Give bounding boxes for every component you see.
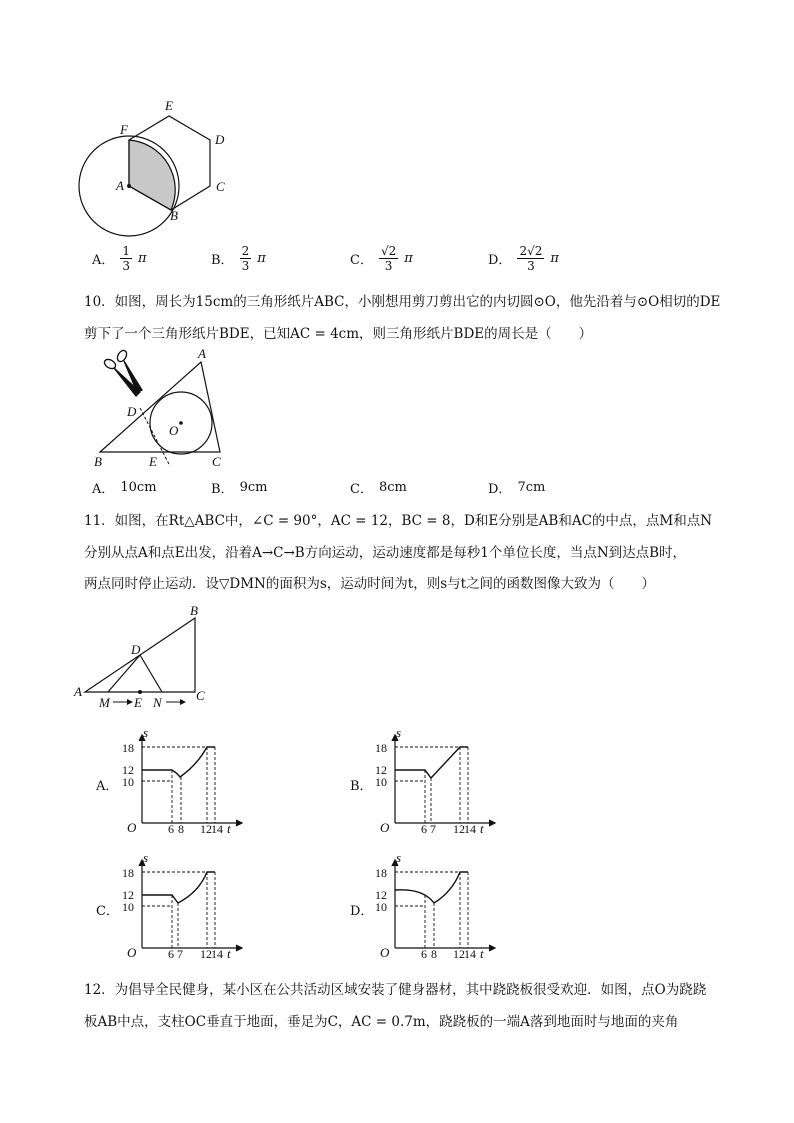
fraction: $\frac{2}{3}$ [241,244,250,273]
label-a: A [198,346,206,361]
label-m: M [99,695,110,710]
svg-text:6: 6 [421,947,427,961]
label-b: B [94,454,102,469]
pi-symbol: π [404,251,413,266]
label-e: E [165,98,173,113]
svg-text:s: s [143,850,149,865]
svg-text:6: 6 [168,947,174,961]
svg-text:14: 14 [464,822,476,836]
fraction: $\frac{√2}{3}$ [380,244,397,273]
svg-text:18: 18 [122,741,134,755]
q11-graph-a [115,725,245,835]
center-o-dot [179,421,183,425]
svg-text:6: 6 [168,822,174,836]
fraction: $\frac{1}{3}$ [122,244,131,273]
q10-option-b[interactable]: B． 9cm [211,480,268,497]
q11-graph-c [115,850,245,960]
arrow-m-head [127,699,133,705]
svg-text:O: O [127,820,137,835]
label-n: N [153,695,162,710]
label-e: E [134,695,142,710]
pi-symbol: π [257,251,266,266]
q10-option-c[interactable]: C． 8cm [350,480,407,497]
svg-text:12: 12 [122,763,134,777]
svg-text:s: s [396,725,402,740]
label-f: F [120,122,128,137]
svg-text:t: t [227,821,231,836]
pi-symbol: π [550,251,559,266]
label-e: E [149,454,157,469]
option-text: 9cm [239,480,268,495]
label-d: D [127,404,137,419]
q11-option-a[interactable]: A． [96,779,119,794]
q11-text-line1: 11．如图，在Rt△ABC中，∠C = 90°，AC = 12，BC = 8，D和E分别是AB和AC的中点，点M和点N [84,513,713,529]
svg-text:t: t [480,946,484,961]
q11-option-d[interactable]: D． [350,904,374,919]
q11-option-b[interactable]: B． [350,779,373,794]
q10-option-d[interactable]: D． 7cm [488,480,546,497]
label-a: A [74,684,82,699]
triangle-abc [100,362,220,452]
q11-figure [70,600,220,710]
svg-text:18: 18 [375,866,387,880]
q11-option-c[interactable]: C． [96,904,119,919]
option-letter: A． [92,253,115,268]
q12-text-line1: 12．为倡导全民健身，某小区在公共活动区域安装了健身器材，其中跷跷板很受欢迎．如图，点O为跷跷 [84,982,707,998]
svg-text:12: 12 [375,888,387,902]
q9-figure [70,95,250,235]
q10-text-line2: 剪下了一个三角形纸片BDE，已知AC = 4cm，则三角形纸片BDE的周长是（ ） [84,326,593,342]
q11-graph-d [368,850,498,960]
option-text: 7cm [517,480,546,495]
option-letter: C． [350,253,373,268]
svg-text:10: 10 [375,900,387,914]
svg-text:12: 12 [375,763,387,777]
q9-option-b[interactable] [211,244,266,273]
q10-figure [95,345,235,470]
option-text: 10cm [120,480,157,495]
label-o: O [169,423,179,438]
svg-text:7: 7 [430,822,436,836]
svg-text:14: 14 [211,947,223,961]
svg-text:s: s [143,725,149,740]
svg-text:t: t [227,946,231,961]
fraction: $\frac{2√2}{3}$ [519,244,543,273]
label-c: C [196,688,205,703]
arrow-n-head [180,699,186,705]
segment-dn [140,655,162,692]
label-a: A [116,178,124,193]
option-text: 8cm [378,480,407,495]
svg-text:12: 12 [200,822,212,836]
scissors-icon [103,349,142,396]
q10-option-a[interactable]: A． 10cm [92,480,157,497]
svg-text:12: 12 [453,947,465,961]
svg-text:7: 7 [177,947,183,961]
q12-text-line2: 板AB中点，支柱OC垂直于地面，垂足为C，AC = 0.7m，跷跷板的一端A落到地面时与地面的夹角 [84,1014,679,1030]
svg-text:O: O [380,820,390,835]
label-c: C [212,454,221,469]
svg-text:O: O [380,945,390,960]
svg-text:12: 12 [453,822,465,836]
label-d: D [131,642,141,657]
svg-text:12: 12 [122,888,134,902]
q9-option-a[interactable] [92,244,147,273]
svg-text:14: 14 [464,947,476,961]
svg-text:10: 10 [375,775,387,789]
svg-text:10: 10 [122,775,134,789]
svg-text:18: 18 [122,866,134,880]
label-b: B [190,603,198,618]
svg-text:18: 18 [375,741,387,755]
label-d: D [215,132,225,147]
q9-option-c[interactable] [350,244,413,273]
q11-graph-b [368,725,498,835]
label-b: B [170,208,178,223]
option-letter: B． [211,253,234,268]
svg-text:s: s [396,850,402,865]
center-a-dot [127,184,131,188]
pi-symbol: π [138,251,147,266]
q10-text-line1: 10．如图，周长为15cm的三角形纸片ABC，小刚想用剪刀剪出它的内切圆⊙O，他先沿着与⊙O相切的DE [84,294,721,310]
svg-text:10: 10 [122,900,134,914]
svg-text:6: 6 [421,822,427,836]
point-e-dot [138,690,142,694]
label-c: C [216,179,225,194]
svg-text:8: 8 [178,822,184,836]
q11-text-line3: 两点同时停止运动．设▽DMN的面积为s，运动时间为t，则s与t之间的函数图像大致为（ ） [84,576,656,592]
q9-option-d[interactable] [488,244,559,273]
svg-text:O: O [127,945,137,960]
svg-text:12: 12 [200,947,212,961]
q11-text-line2: 分别从点A和点E出发，沿着A→C→B方向运动，运动速度都是每秒1个单位长度，当点N到达点B时， [84,545,687,561]
svg-text:t: t [480,821,484,836]
option-letter: D． [488,253,512,268]
svg-text:8: 8 [431,947,437,961]
svg-text:14: 14 [211,822,223,836]
